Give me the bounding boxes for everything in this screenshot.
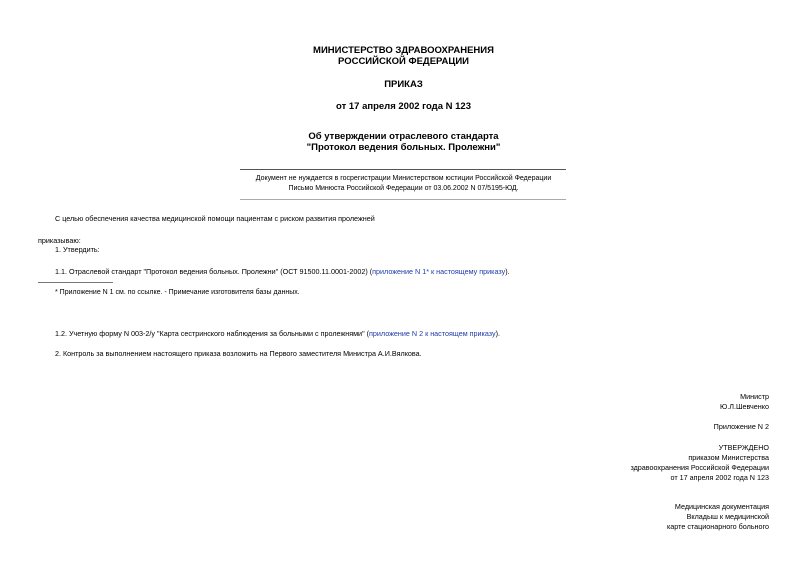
ministry-name-line2: РОССИЙСКОЙ ФЕДЕРАЦИИ: [337, 56, 469, 67]
ministry-name-line1: МИНИСТЕРСТВО ЗДРАВООХРАНЕНИЯ: [313, 45, 494, 56]
signature-position: Министр: [740, 392, 769, 401]
item-1-1-text: 1.1. Отраслевой стандарт "Протокол ведения больных. Пролежни" (ОСТ 91500.11.0001-2002) (: [55, 267, 373, 276]
document-type: ПРИКАЗ: [384, 79, 423, 90]
item-1-1-tail: ).: [505, 267, 510, 276]
approved-line3: от 17 апреля 2002 года N 123: [670, 473, 769, 482]
order-word: приказываю:: [38, 236, 81, 245]
item-1: 1. Утвердить:: [55, 245, 100, 254]
item-1-2: [55, 329, 500, 338]
medical-documentation: Медицинская документация: [674, 502, 769, 511]
divider-bottom: [240, 199, 566, 200]
item-1-2-tail: ).: [495, 329, 500, 338]
document-date-number: от 17 апреля 2002 года N 123: [336, 101, 471, 112]
registration-note-line2: Письмо Минюста Российской Федерации от 03.06.2002 N 07/5195-ЮД.: [288, 185, 519, 192]
footnote-divider: [38, 282, 113, 283]
approved-heading: УТВЕРЖДЕНО: [718, 443, 769, 452]
document-title-line2: "Протокол ведения больных. Пролежни": [306, 142, 501, 153]
signature-name: Ю.Л.Шевченко: [720, 402, 769, 411]
approved-line2: здравоохранения Российской Федерации: [630, 463, 769, 472]
insert-line2: карте стационарного больного: [667, 522, 769, 531]
footnote: * Приложение N 1 см. по ссылке. - Примечание изготовителя базы данных.: [55, 289, 300, 296]
item-1-1: [55, 267, 510, 276]
item-1-2-text: 1.2. Учетную форму N 003-2/у "Карта сестринского наблюдения за больными с пролежнями" (: [55, 329, 370, 338]
item-2: 2. Контроль за выполнением настоящего приказа возложить на Первого заместителя Министра А.И.Вялкова.: [55, 349, 422, 358]
appendix-label: Приложение N 2: [713, 422, 769, 431]
divider-top: [240, 169, 566, 170]
document-title-line1: Об утверждении отраслевого стандарта: [308, 131, 499, 142]
approved-line1: приказом Министерства: [688, 453, 769, 462]
registration-note-line1: Документ не нуждается в госрегистрации Министерством юстиции Российской Федерации: [255, 175, 552, 182]
preamble: С целью обеспечения качества медицинской помощи пациентам с риском развития пролежней: [55, 214, 375, 223]
appendix-2-link[interactable]: приложение N 2 к настоящем приказу: [369, 329, 496, 338]
insert-line1: Вкладыш к медицинской: [686, 512, 769, 521]
appendix-1-link[interactable]: приложение N 1* к настоящему приказу: [372, 267, 506, 276]
